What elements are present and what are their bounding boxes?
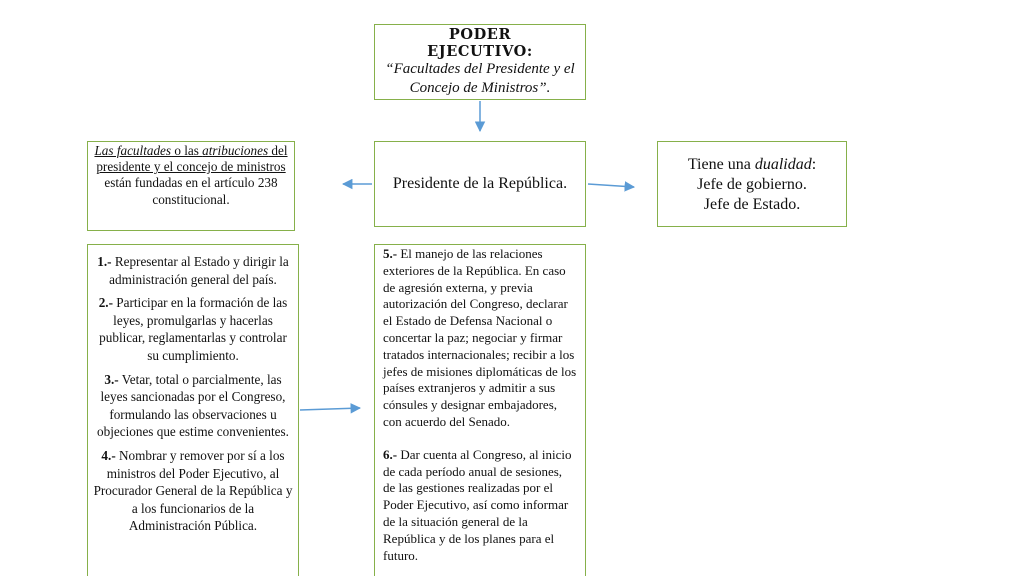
faculties-rest: están fundadas en el artículo 238 constitucional. xyxy=(104,175,278,207)
duality-italic: dualidad xyxy=(754,156,812,173)
list-item-number: 4.- xyxy=(101,447,116,463)
list-item-text: Vetar, total o parcialmente, las leyes sancionadas por el Congreso, formulando las observaciones u objeciones que estime convenientes. xyxy=(97,371,289,440)
title-heading-line2: EJECUTIVO: xyxy=(427,43,533,60)
arrow-list1-to-list2 xyxy=(300,408,360,410)
list-item-number: 2.- xyxy=(98,295,113,311)
president-label: Presidente de la República. xyxy=(392,175,568,192)
list-item-number: 3.- xyxy=(104,371,119,387)
list-item-text: El manejo de las relaciones exteriores de la República. En caso de agresión externa, y previa autorización del Congreso, declarar el Estado de Defensa Nacional o concertar la paz; negociar y firmar tratados internacionales; recibir a los jefes de misiones diplomáticas de los países extranjeros y admitir a sus cónsules y designar embajadores, con acuerdo del Senado. xyxy=(383,246,577,429)
faculties-mid1: o las xyxy=(171,143,203,158)
list-item-number: 5.- xyxy=(383,246,398,261)
arrow-president-to-duality xyxy=(588,184,634,187)
list-item-number: 1.- xyxy=(97,254,112,269)
duality-prefix: Tiene una xyxy=(687,156,755,173)
list-item-text: Nombrar y remover por sí a los ministros del Poder Ejecutivo, al Procurador General de la República y a los funcionarios de la Administración Pública. xyxy=(93,447,293,534)
faculties-mid2: del presidente y el concejo de ministros xyxy=(96,143,288,175)
duality-suffix: : xyxy=(811,156,817,173)
list-item-text: Representar al Estado y dirigir la administración general del país. xyxy=(109,254,289,287)
duality-line3: Jefe de Estado. xyxy=(703,196,801,213)
list-item-text: Dar cuenta al Congreso, al inicio de cada período anual de sesiones, de las gestiones realizadas por el Poder Ejecutivo, así como informar de la situación general de la República y de los planes para el futuro. xyxy=(383,446,572,563)
faculties-italic1: Las facultades xyxy=(94,143,172,158)
title-subtitle: “Facultades del Presidente y el Concejo de Ministros”. xyxy=(385,61,575,96)
list-item-text: Participar en la formación de las leyes, promulgarlas y hacerlas publicar, reglamentarlas y controlar su cumplimiento. xyxy=(99,295,288,363)
duality-line2: Jefe de gobierno. xyxy=(697,176,807,193)
faculties-italic2: atribuciones xyxy=(202,143,269,158)
title-heading-line1: PODER xyxy=(448,26,512,43)
list-item-number: 6.- xyxy=(383,446,398,462)
